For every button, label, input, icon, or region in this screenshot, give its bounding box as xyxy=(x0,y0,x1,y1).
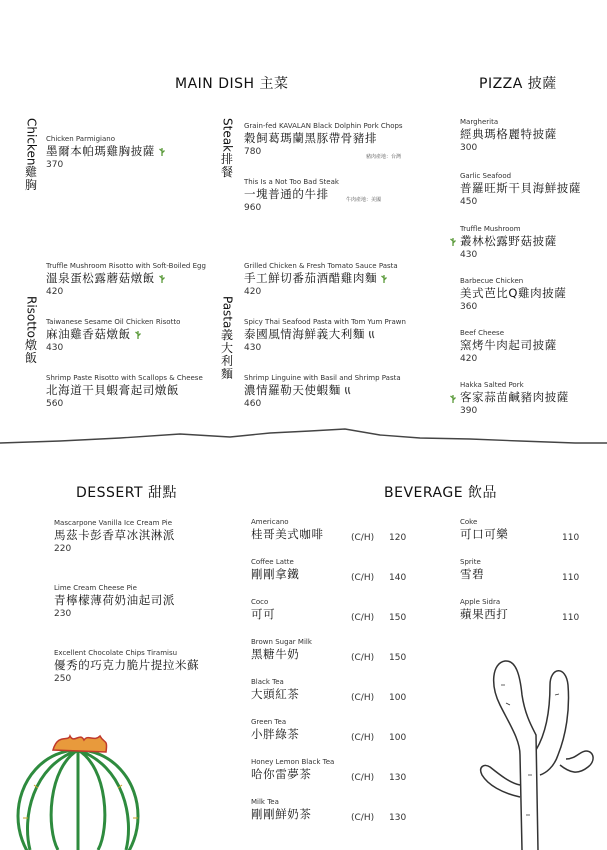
dessert-heading: DESSERT 甜點 xyxy=(76,485,177,501)
origin-note-beef: 牛肉產地：美國 xyxy=(346,197,382,203)
item-name-en: Coco xyxy=(251,598,269,606)
item-name-en: This Is a Not Too Bad Steak xyxy=(244,178,339,186)
item-name-zh: 馬茲卡彭香草冰淇淋派 xyxy=(54,528,175,542)
item-name-zh: 蘋果西打 xyxy=(460,607,509,621)
cold-hot-label: (C/H) xyxy=(351,613,375,623)
item-price: 430 xyxy=(46,343,64,353)
beverage-list-soda xyxy=(460,518,580,638)
item-name-zh: 客家蒜苗鹹豬肉披薩 xyxy=(460,390,569,404)
beverage-item-milk-tea xyxy=(251,798,411,838)
pizza-heading: PIZZA 披薩 xyxy=(479,76,557,92)
item-name-zh: 普羅旺斯干貝海鮮披薩 xyxy=(460,181,581,195)
beverage-item-honey-lemon-tea xyxy=(251,758,411,798)
item-name-zh: 小胖綠茶 xyxy=(251,727,300,741)
cold-hot-label: (C/H) xyxy=(351,773,375,783)
beverage-item-sprite xyxy=(460,558,580,598)
barrel-cactus-illustration xyxy=(8,728,158,850)
item-name-zh xyxy=(46,327,180,342)
item-name-en: Grilled Chicken & Fresh Tomato Sauce Pasta xyxy=(244,262,398,270)
category-label-en: Pasta xyxy=(220,296,235,329)
cold-hot-label: (C/H) xyxy=(351,573,375,583)
item-name-en: Hakka Salted Pork xyxy=(460,381,524,389)
item-name-en: Beef Cheese xyxy=(460,329,504,337)
beverage-item-coco xyxy=(251,598,411,638)
item-name-en: Brown Sugar Milk xyxy=(251,638,312,646)
item-name-zh: 大頭紅茶 xyxy=(251,687,300,701)
category-label-zh: 雞胸 xyxy=(25,165,38,193)
item-price: 300 xyxy=(460,143,478,153)
item-price: 420 xyxy=(460,354,478,364)
item-name-en: Margherita xyxy=(460,118,499,126)
item-price: 130 xyxy=(389,813,407,823)
origin-note-pork: 豬肉產地：台灣 xyxy=(366,154,402,160)
item-name-zh-text: 溫泉蛋松露蘑菇燉飯 xyxy=(46,271,155,285)
item-name-zh xyxy=(46,271,206,286)
beverage-heading: BEVERAGE 飲品 xyxy=(384,485,498,501)
item-name-zh: 經典瑪格麗特披薩 xyxy=(460,127,557,141)
item-name-en: Black Tea xyxy=(251,678,284,686)
category-label-zh: 排餐 xyxy=(221,152,234,180)
menu-item-hakka-salted-pork xyxy=(460,381,569,417)
item-price: 110 xyxy=(562,613,580,623)
item-name-en: Shrimp Paste Risotto with Scallops & Cheese xyxy=(46,374,203,382)
item-name-en: Chicken Parmigiano xyxy=(46,135,116,143)
item-price: 110 xyxy=(562,533,580,543)
chili-icon xyxy=(368,329,376,339)
item-name-zh: 青檸檬薄荷奶油起司派 xyxy=(54,593,175,607)
item-price: 100 xyxy=(389,733,407,743)
item-name-en: Americano xyxy=(251,518,289,526)
item-price: 120 xyxy=(389,533,407,543)
menu-item-truffle-risotto xyxy=(46,262,206,298)
leaf-icon xyxy=(134,329,142,339)
item-name-en: Coke xyxy=(460,518,478,526)
menu-item-shrimp-paste-risotto xyxy=(46,374,203,410)
item-price: 250 xyxy=(54,674,72,684)
item-name-en: Barbecue Chicken xyxy=(460,277,524,285)
menu-item-chicken-tomato-pasta xyxy=(244,262,398,298)
item-price: 150 xyxy=(389,653,407,663)
item-name-en: Taiwanese Sesame Oil Chicken Risotto xyxy=(46,318,181,326)
menu-item-lime-cream-pie xyxy=(54,584,175,620)
item-name-zh xyxy=(244,327,406,342)
item-name-zh: 桂哥美式咖啡 xyxy=(251,527,324,541)
item-price: 430 xyxy=(460,250,478,260)
leaf-icon xyxy=(158,273,166,283)
menu-item-margherita xyxy=(460,118,557,154)
item-name-zh: 優秀的巧克力脆片提拉米蘇 xyxy=(54,658,200,672)
menu-item-shrimp-linguine xyxy=(244,374,401,410)
main-dish-heading: MAIN DISH 主菜 xyxy=(175,76,289,92)
menu-item-steak xyxy=(244,178,339,214)
item-name-zh: 窯烤牛肉起司披薩 xyxy=(460,338,557,352)
item-name-zh: 可口可樂 xyxy=(460,527,509,541)
category-label-en: Chicken xyxy=(24,118,39,166)
item-price: 230 xyxy=(54,609,72,619)
item-price: 220 xyxy=(54,544,72,554)
item-name-zh: 可可 xyxy=(251,607,276,621)
category-label-pasta xyxy=(218,296,236,381)
item-name-en: Lime Cream Cheese Pie xyxy=(54,584,137,592)
beverage-list-coffee xyxy=(251,518,411,838)
category-label-zh: 燉飯 xyxy=(25,338,38,366)
item-name-zh xyxy=(244,271,398,286)
item-name-en: Milk Tea xyxy=(251,798,279,806)
menu-item-truffle-mushroom-pizza xyxy=(460,225,557,261)
beverage-item-apple-sidra xyxy=(460,598,580,638)
menu-item-tiramisu xyxy=(54,649,199,685)
item-price: 780 xyxy=(244,147,262,157)
item-price: 430 xyxy=(244,343,262,353)
item-name-zh: 穀飼葛瑪蘭黑豚帶骨豬排 xyxy=(244,131,378,145)
item-name-en: Apple Sidra xyxy=(460,598,501,606)
menu-item-beef-cheese xyxy=(460,329,557,365)
item-name-zh: 黑糖牛奶 xyxy=(251,647,300,661)
item-price: 110 xyxy=(562,573,580,583)
category-label-steak xyxy=(218,118,236,179)
item-price: 370 xyxy=(46,160,64,170)
item-name-en: Garlic Seafood xyxy=(460,172,512,180)
leaf-icon xyxy=(449,236,457,246)
item-name-zh: 雪碧 xyxy=(460,567,485,581)
item-name-en: Truffle Mushroom xyxy=(460,225,521,233)
saguaro-cactus-illustration xyxy=(470,655,600,850)
item-name-zh-text: 墨爾本帕瑪雞胸披薩 xyxy=(46,144,155,158)
item-name-zh-text: 麻油雞香菇燉飯 xyxy=(46,327,131,341)
item-name-zh: 哈你雷夢茶 xyxy=(251,767,312,781)
beverage-item-coke xyxy=(460,518,580,558)
menu-item-barbecue-chicken xyxy=(460,277,566,313)
item-name-zh: 一塊普通的牛排 xyxy=(244,187,329,201)
chili-icon xyxy=(344,385,352,395)
cold-hot-label: (C/H) xyxy=(351,733,375,743)
cold-hot-label: (C/H) xyxy=(351,533,375,543)
item-name-en: Truffle Mushroom Risotto with Soft-Boiled Egg xyxy=(46,262,206,270)
item-price: 450 xyxy=(460,197,478,207)
item-name-zh xyxy=(244,383,401,398)
menu-item-sesame-oil-risotto xyxy=(46,318,180,354)
item-price: 420 xyxy=(244,287,262,297)
item-name-en: Coffee Latte xyxy=(251,558,294,566)
item-price: 360 xyxy=(460,302,478,312)
section-divider xyxy=(0,425,607,455)
item-price: 100 xyxy=(389,693,407,703)
category-label-en: Risotto xyxy=(24,296,39,339)
item-name-zh: 美式芭比Q雞肉披薩 xyxy=(460,286,567,300)
leaf-icon xyxy=(158,146,166,156)
item-name-en: Spicy Thai Seafood Pasta with Tom Yum Prawn xyxy=(244,318,406,326)
menu-item-chicken-parmigiano xyxy=(46,135,166,171)
menu-item-garlic-seafood xyxy=(460,172,581,208)
item-name-en: Green Tea xyxy=(251,718,287,726)
menu-item-thai-seafood-pasta xyxy=(244,318,406,354)
leaf-icon xyxy=(449,393,457,403)
cold-hot-label: (C/H) xyxy=(351,813,375,823)
item-name-zh: 剛剛鮮奶茶 xyxy=(251,807,312,821)
item-price: 420 xyxy=(46,287,64,297)
item-name-zh: 剛剛拿鐵 xyxy=(251,567,300,581)
item-name-en: Honey Lemon Black Tea xyxy=(251,758,335,766)
leaf-icon xyxy=(380,273,388,283)
item-name-en: Shrimp Linguine with Basil and Shrimp Pasta xyxy=(244,374,401,382)
cold-hot-label: (C/H) xyxy=(351,693,375,703)
menu-item-mascarpone-pie xyxy=(54,519,175,555)
item-name-zh: 北海道干貝蝦膏起司燉飯 xyxy=(46,383,180,397)
category-label-risotto xyxy=(22,296,40,365)
item-name-zh-text: 濃情羅勒天使蝦麵 xyxy=(244,383,341,397)
item-name-en: Excellent Chocolate Chips Tiramisu xyxy=(54,649,178,657)
item-name-zh-text: 泰國風情海鮮義大利麵 xyxy=(244,327,365,341)
item-price: 140 xyxy=(389,573,407,583)
item-price: 460 xyxy=(244,399,262,409)
beverage-item-americano xyxy=(251,518,411,558)
item-name-en: Mascarpone Vanilla Ice Cream Pie xyxy=(54,519,173,527)
item-name-en: Sprite xyxy=(460,558,481,566)
item-price: 560 xyxy=(46,399,64,409)
beverage-item-black-tea xyxy=(251,678,411,718)
item-price: 960 xyxy=(244,203,262,213)
item-name-en: Grain-fed KAVALAN Black Dolphin Pork Chops xyxy=(244,122,403,130)
item-price: 390 xyxy=(460,406,478,416)
item-price: 130 xyxy=(389,773,407,783)
category-label-en: Steak xyxy=(220,118,235,153)
beverage-item-green-tea xyxy=(251,718,411,758)
item-name-zh xyxy=(46,144,166,159)
category-label-chicken xyxy=(22,118,40,192)
item-price: 150 xyxy=(389,613,407,623)
item-name-zh: 叢林松露野菇披薩 xyxy=(460,234,557,248)
cold-hot-label: (C/H) xyxy=(351,653,375,663)
item-name-zh-text: 手工鮮切番茄酒醋雞肉麵 xyxy=(244,271,378,285)
category-label-zh: 義大利麵 xyxy=(221,328,234,382)
beverage-item-brown-sugar-milk xyxy=(251,638,411,678)
beverage-item-latte xyxy=(251,558,411,598)
